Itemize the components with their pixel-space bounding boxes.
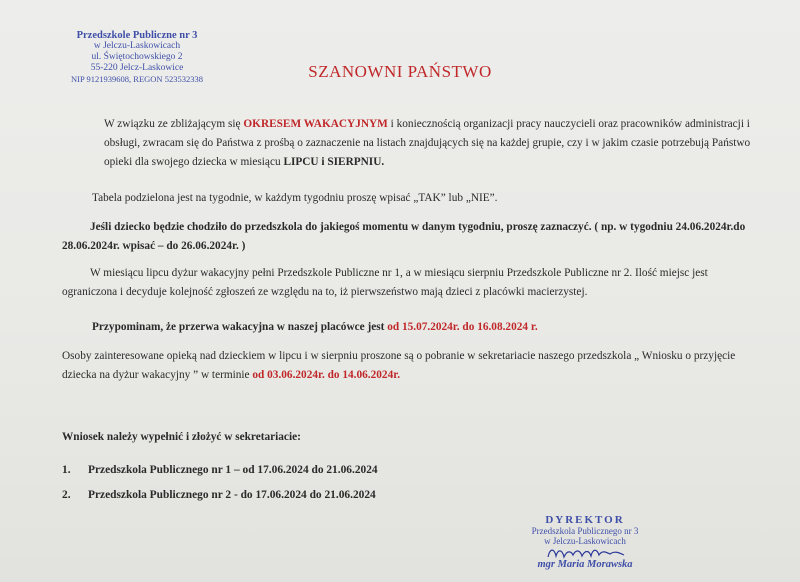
stamp-line: w Jelczu-Laskowicach [544, 536, 626, 546]
wniosek-heading: Wniosek należy wypełnić i złożyć w sekretariacie: [62, 431, 301, 443]
stamp-line: 55-220 Jelcz-Laskowice [90, 63, 184, 73]
paragraph-example: Jeśli dziecko będzie chodziło do przedszkola do jakiegoś momentu w danym tygodniu, proszę zaznaczyć. ( np. w tygodniu 24.06.2024r.do 28.06.2024r. wpisać – do 26.06.2024r. ) [62, 221, 746, 252]
paragraph-summer [62, 115, 752, 172]
list-text: Przedszkola Publicznego nr 2 - do 17.06.2024 do 21.06.2024 [88, 489, 376, 501]
director-stamp [515, 515, 655, 570]
list-item [62, 458, 378, 483]
text: i koniecznością organizacji pracy nauczycieli oraz pracowników administracji i obsługi, zwracam się do Państwa z prośbą o zaznaczenie na listach znajdujących się na każdej grupie, czy i w jakim czasie potrzebują Państwo opieki dla swojego dziecka w miesiącu [104, 118, 751, 168]
break-dates: od 15.07.2024r. do 16.08.2024 r. [387, 321, 538, 333]
signature-icon [540, 546, 630, 560]
list-number: 1. [62, 464, 71, 476]
text: W związku ze zbliżającym się [104, 118, 244, 130]
stamp-line: Przedszkola Publicznego nr 3 [531, 526, 639, 536]
application-dates: od 03.06.2024r. do 14.06.2024r. [252, 369, 401, 381]
director-role: DYREKTOR [545, 514, 625, 526]
paragraph-table: Tabela podzielona jest na tygodnie, w każdym tygodniu proszę wpisać „TAK” lub „NIE”. [92, 192, 498, 204]
director-name: mgr Maria Morawska [537, 559, 633, 570]
stamp-line: ul. Świętochowskiego 2 [91, 52, 183, 62]
highlight-text: OKRESEM WAKACYJNYM [243, 118, 388, 130]
list-number: 2. [62, 489, 71, 501]
handwritten-signature [515, 546, 655, 560]
months-text: LIPCU i SIERPNIU. [283, 156, 385, 168]
stamp-line: NIP 9121939608, REGON 523532338 [71, 74, 203, 84]
paragraph-application [62, 347, 752, 385]
paragraph-break [92, 318, 752, 337]
list-item [62, 483, 378, 508]
submission-list [62, 458, 378, 508]
list-text: Przedszkola Publicznego nr 1 – od 17.06.2024 do 21.06.2024 [88, 464, 378, 476]
page-title: SZANOWNI PAŃSTWO [308, 62, 492, 81]
text: Osoby zainteresowane opieką nad dzieckiem w lipcu i w sierpniu proszone są o pobranie w sekretariacie naszego przedszkola „ Wniosku o przyjęcie dziecka na dyżur wakacyjny ” w terminie [62, 350, 736, 381]
text: Przypominam, że przerwa wakacyjna w naszej placówce jest [92, 321, 388, 333]
paragraph-duty: W miesiącu lipcu dyżur wakacyjny pełni Przedszkole Publiczne nr 1, a w miesiącu sierpniu Przedszkole Publiczne nr 2. Ilość miejsc jest ograniczona i decyduje kolejność zgłoszeń ze względu na to, iż pierwszeństwo mają dzieci z placówki macierzystej. [62, 267, 708, 298]
stamp-line: Przedszkole Publiczne nr 3 [76, 30, 198, 41]
stamp-line: w Jelczu-Laskowicach [93, 41, 181, 51]
